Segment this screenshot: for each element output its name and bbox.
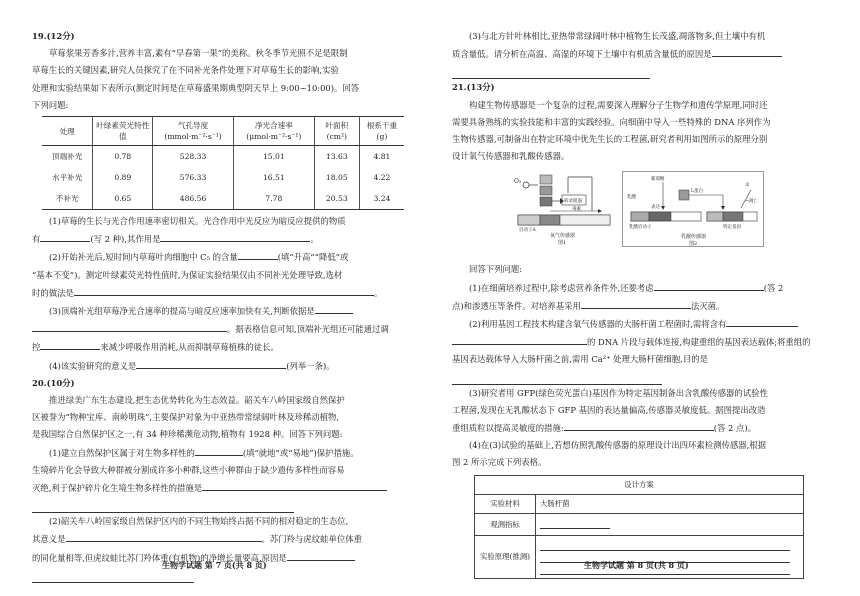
text: (答 2 点)。 — [713, 423, 757, 434]
lactate-promoter-label: 乳酸启动子 — [629, 225, 652, 231]
text: (2)开始补光后,短时间内草莓叶肉细胞中 C₅ 的含量 — [49, 252, 238, 263]
table-header-cell: 处理 — [42, 117, 93, 146]
table-cell: 528.33 — [153, 146, 234, 168]
q20-part2-line — [32, 530, 414, 548]
q19-intro-line: 草莓浆果芳香多汁,营养丰富,素有“早春第一果”的美称。秋冬季节光照不足是限制 — [49, 48, 348, 59]
text: 控 — [32, 342, 41, 353]
specific-gene-label: 特定基因 — [723, 225, 741, 231]
answer-blank[interactable] — [40, 230, 90, 242]
table-cell: 7.78 — [233, 188, 314, 210]
text: (列举一条)。 — [286, 360, 335, 371]
table-cell: 4.81 — [373, 152, 391, 162]
answer-line[interactable] — [32, 497, 294, 513]
q19-intro-line: 处理和实验结果如下表所示(测定时间是在草莓盛果期典型阴天早上 9:00~10:00)。回答 — [32, 82, 360, 93]
text: (填“就地”或“易地”)保护措施。 — [242, 447, 359, 458]
text: 质含量低。请分析在高温、高湿的环境下土壤中有机质含量低的原因是 — [452, 49, 712, 60]
text: 。据表格信息可知,顶端补光组还可能通过调 — [227, 324, 389, 335]
table-row — [475, 513, 804, 535]
express-label: 表达 — [651, 205, 660, 211]
page-footer: 生物学试题 第 7 页(共 8 页) — [162, 560, 267, 570]
answer-blank[interactable] — [581, 297, 691, 309]
table-cell: 顶端补光 — [42, 146, 93, 168]
q21-intro-line: 构建生物传感器是一个复杂的过程,需要深入理解分子生物学和遗传学原理,同时还 — [469, 99, 768, 110]
answer-blank[interactable] — [287, 549, 355, 561]
q19-part3-line — [32, 338, 414, 356]
table-cell: 0.89 — [93, 167, 153, 188]
answer-blank[interactable] — [160, 230, 310, 242]
answer-blank[interactable] — [32, 320, 227, 332]
answer-blank[interactable] — [654, 279, 764, 291]
table-cell: 18.05 — [314, 167, 359, 188]
fig1-label: 图1 — [558, 240, 567, 246]
question-19-header: 19.(12分) — [32, 31, 75, 41]
table-cell: 15.01 — [233, 146, 314, 168]
answer-blank[interactable] — [712, 45, 782, 57]
q21-part1-line — [452, 279, 834, 297]
table-row — [42, 188, 404, 210]
plan-label: 实验原理(推测) — [475, 535, 536, 578]
table-header-cell: 根系干重(g) — [359, 117, 404, 146]
plan-label: 观测指标 — [475, 513, 536, 535]
table-header-cell: 叶面积(cm²) — [314, 117, 359, 146]
plan-value: 大肠杆菌 — [536, 494, 804, 513]
q19-results-table — [42, 116, 404, 210]
answer-blank[interactable] — [74, 284, 374, 296]
o2-label: O₂ — [514, 178, 522, 186]
answer-blank[interactable] — [66, 530, 262, 542]
q19-part2-line — [32, 284, 414, 302]
text: 有 — [32, 234, 41, 245]
fig2-caption: 乳酸传感器 — [681, 234, 707, 241]
q20-part1-line — [32, 479, 414, 497]
q19-part4-line — [32, 357, 414, 375]
page-footer: 生物学试题 第 8 页(共 8 页) — [584, 560, 689, 570]
q21-part2-line — [452, 333, 834, 351]
lactate-sensor-diagram — [622, 171, 764, 247]
q21-ask: 回答下列问题: — [469, 264, 523, 275]
l-protein-label: L蛋白 — [691, 189, 703, 195]
q21-part2-line — [452, 315, 834, 333]
q21-intro-line: 需要具备熟练的实验技能和丰富的实践经验。向细菌中导入一些特殊的 DNA 序列作为 — [452, 116, 771, 127]
answer-blank[interactable] — [726, 315, 798, 327]
answer-blank[interactable] — [540, 517, 610, 529]
answer-line[interactable] — [452, 369, 662, 385]
answer-blank[interactable] — [315, 302, 353, 314]
answer-blank[interactable] — [452, 333, 587, 345]
table-row — [42, 167, 404, 188]
table-cell: 13.63 — [314, 146, 359, 168]
repressor-label: 转录阻遏 — [564, 199, 582, 205]
plan-label: 实验材料 — [475, 494, 536, 513]
q21-part3-text: (3)研究者用 GFP(绿色荧光蛋白)基因作为特定基因制备出含乳酸传感器的试验性 — [469, 387, 768, 398]
toxin-label: 毒素 — [572, 207, 581, 213]
table-cell: 水平补光 — [42, 167, 93, 188]
kill-label: 杀 — [745, 183, 750, 189]
text: 其意义是 — [32, 534, 66, 545]
right-page — [452, 28, 834, 579]
oxygen-sensor-diagram — [510, 171, 620, 245]
table-header-cell: 叶绿素荧光特性值 — [93, 117, 153, 146]
text: 来减少呼吸作用消耗,从而抑制草莓植株的徒长。 — [100, 342, 279, 353]
table-cell: 576.33 — [153, 167, 234, 188]
q20-part2-text: (2)韶关车八岭国家级自然保护区内的不同生物始终占据不同的相对稳定的生态位, — [49, 516, 349, 527]
text: (3)顶端补光组草莓净光合速率的提高与暗反应速率加快有关,判断依据是 — [49, 306, 315, 317]
text: (写 2 种),其作用是 — [90, 234, 161, 245]
text: 。 — [373, 287, 383, 298]
table-cell: 16.51 — [233, 167, 314, 188]
q20-intro-line: 推进绿美广东生态建设,把生态优势转化为生态效益。韶关车八岭国家级自然保护 — [49, 395, 345, 406]
fig2-label: 图2 — [689, 241, 698, 248]
q20-part3-text: (3)与北方针叶林相比,亚热带常绿阔叶林中植物生长茂盛,凋落物多,但土壤中有机 — [469, 31, 766, 41]
plan-answer-cell[interactable] — [536, 513, 804, 535]
text: (答 2 — [763, 282, 784, 293]
text: 重组质粒以提高灵敏度的措施: — [452, 423, 564, 434]
table-cell: 0.78 — [93, 146, 153, 168]
table-row — [475, 475, 804, 494]
text: 的同化量相等,但虎纹蛙比苏门羚体重(有机物)的净增长量要高,原因是 — [32, 552, 287, 563]
table-cell: 不补光 — [42, 188, 93, 210]
q19-part2-line — [32, 248, 414, 266]
q21-part2-text: 基因表达载体导入大肠杆菌之前,需用 Ca²⁺ 处理大肠杆菌细胞,目的是 — [452, 354, 708, 365]
q21-part4-text: (4)在(3)试验的基础上,若想仿照乳酸传感器的原理设计出四环素检测传感器,根据 — [469, 440, 767, 451]
answer-blank[interactable] — [195, 444, 243, 456]
answer-blank[interactable] — [238, 248, 278, 260]
table-header-cell: 净光合速率(μmol·m⁻²·s⁻¹) — [233, 117, 314, 146]
q21-part4-text: 图 2 所示完成下列表格。 — [452, 457, 547, 468]
answer-blank[interactable] — [202, 479, 387, 491]
q21-intro-line: 生物传感器,可制备出在特定环境中优先生长的工程菌,研究者利用如图所示的原理分别 — [452, 134, 768, 145]
answer-line[interactable] — [540, 539, 790, 551]
glucose-label: 葡萄糖 — [651, 177, 665, 183]
q19-part3-line — [32, 302, 414, 320]
q19-part1-line — [32, 230, 414, 248]
q21-part3-line — [452, 419, 834, 437]
q20-part1-text: 生境碎片化会导致大种群被分割成许多小种群,这些小种群由于缺少遗传多样性而容易 — [32, 464, 345, 475]
answer-blank[interactable] — [564, 419, 714, 431]
q20-intro-line: 是我国综合自然保护区之一,有 34 种珍稀濒危动物,植物有 1928 种。回答下列问题: — [32, 429, 343, 440]
q20-part1-line — [32, 444, 414, 462]
table-cell: 3.24 — [359, 188, 404, 210]
q19-part2-text: “基本不变”)。测定叶绿素荧光特性值时,为保证实验结果仅由不同补光处理导致,选材 — [32, 269, 343, 280]
q19-intro-line: 下列问题: — [32, 99, 69, 110]
answer-blank[interactable] — [136, 357, 286, 369]
q19-part1-text: (1)草莓的生长与光合作用速率密切相关。光合作用中光反应为暗反应提供的物质 — [49, 216, 346, 227]
q19-part3-line — [32, 320, 414, 338]
question-21-header: 21.(13分) — [452, 82, 495, 93]
text: (1)在细菌培养过程中,除考虑营养条件外,还要考虑 — [469, 282, 654, 293]
table-cell: 486.56 — [153, 188, 234, 210]
table-cell: 0.65 — [93, 188, 153, 210]
apoptosis-label: →凋亡 — [745, 199, 758, 205]
plan-title: 设计方案 — [475, 475, 804, 494]
q20-intro-line: 区被誉为“物种宝库、南岭明珠”,主要保护对象为中亚热带常绿阔叶林及珍稀动植物, — [32, 412, 340, 423]
table-cell: 4.22 — [373, 173, 391, 183]
text: (2)利用基因工程技术构建含氧气传感器的大肠杆菌工程菌时,需将含有 — [469, 319, 727, 330]
answer-line[interactable] — [452, 63, 650, 79]
q21-part1-line — [452, 297, 834, 315]
text: (填“升高”“降低”或 — [277, 252, 349, 263]
text: 时的做法是 — [32, 287, 74, 298]
table-row — [475, 494, 804, 513]
q21-part3-text: 工程菌,发现在无乳酸状态下 GFP 基因的表达量偏高,传感器灵敏度低。据图提出改造 — [452, 404, 766, 415]
text: (1)建立自然保护区属于对生物多样性的 — [49, 447, 195, 458]
table-header-row — [42, 117, 404, 146]
answer-blank[interactable] — [40, 338, 100, 350]
text: (4)该实验研究的意义是 — [49, 360, 137, 371]
text: 灭绝,利于保护碎片化生境生物多样性的措施是 — [32, 483, 203, 494]
text: 。苏门羚与虎纹蛙单位体重 — [261, 534, 362, 545]
table-header-cell: 气孔导度(mmol·m⁻²·s⁻¹) — [153, 117, 234, 146]
lactate-label: 乳酸 — [627, 195, 636, 201]
sensor-figures — [452, 169, 834, 259]
left-page — [32, 28, 414, 583]
text: 法灭菌。 — [690, 300, 725, 311]
promoter-label: 启动子A — [519, 228, 536, 234]
fig1-caption: 氧气传感器 — [550, 233, 576, 240]
table-cell: 20.53 — [314, 188, 359, 210]
text: 。 — [310, 234, 319, 245]
table-row — [42, 146, 404, 168]
text: 的 DNA 片段与载体连接,构建重组的基因表达载体;将重组的 — [587, 337, 811, 348]
q20-part3-line — [452, 45, 834, 63]
q21-intro-line: 设计氧气传感器和乳酸传感器。 — [452, 151, 570, 162]
q19-intro-line: 草莓生长的关键因素,研究人员探究了在不同补光条件处理下对草莓生长的影响,实验 — [32, 65, 339, 76]
question-20-header: 20.(10分) — [32, 377, 75, 388]
text: 点)和渗透压等条件。对培养基采用 — [452, 300, 581, 311]
